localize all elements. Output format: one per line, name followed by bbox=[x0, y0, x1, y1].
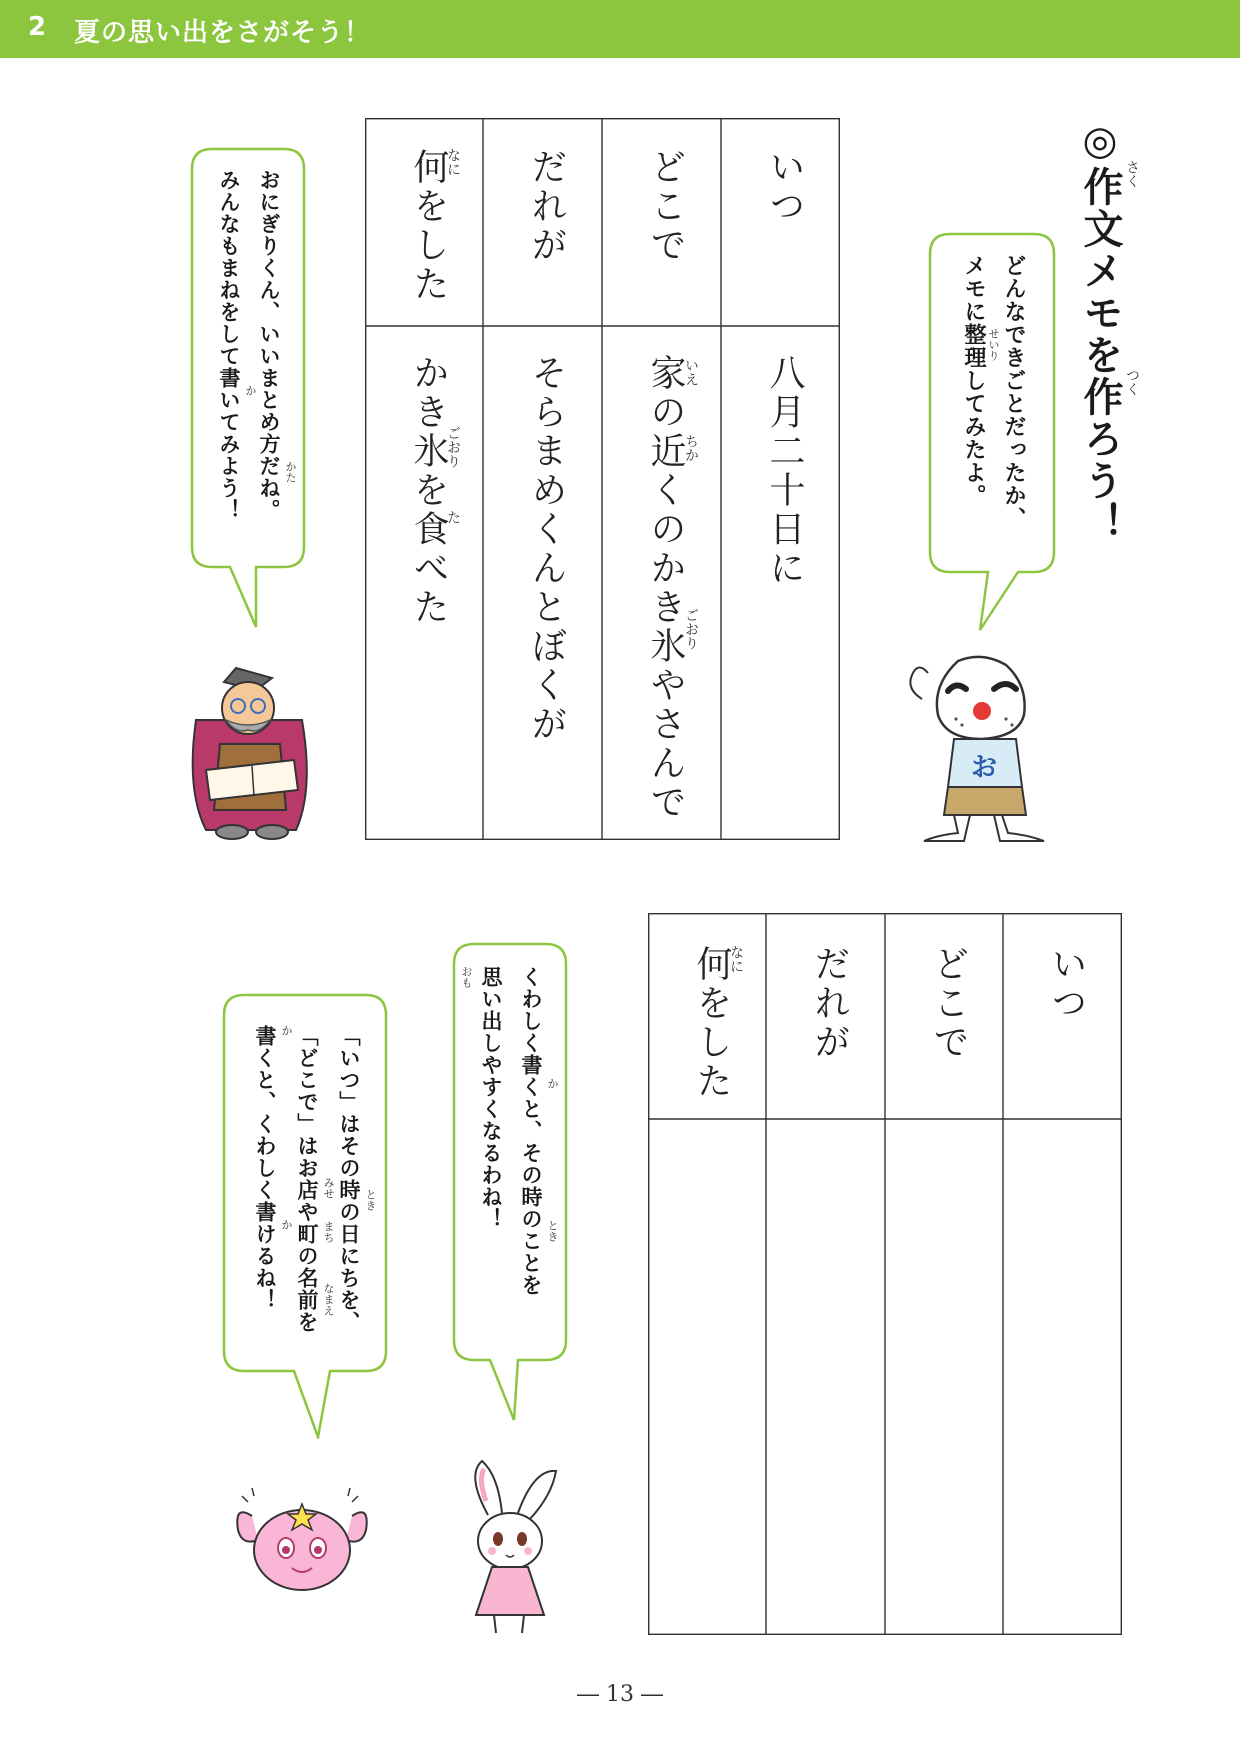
example-value-dokode: 家の近くのかき氷やさんで bbox=[645, 354, 686, 822]
ruby-nani: なに bbox=[445, 148, 461, 176]
example-value-naniwoshita: かき氷を食べた bbox=[408, 354, 449, 627]
onigiri-bubble-line1: どんなできごとだったか、 bbox=[1001, 254, 1026, 530]
speech-bubble-pink bbox=[222, 993, 388, 1439]
ruby-mise: みせ bbox=[322, 1177, 335, 1199]
example-value-darega: そらまめくんとぼくが bbox=[526, 354, 567, 744]
blank-cell-itsu[interactable] bbox=[1004, 1120, 1121, 1634]
rabbit-bubble-line2: 思い出しやすくなるわね！ bbox=[479, 966, 503, 1230]
rabbit-character-illustration bbox=[452, 1455, 570, 1640]
chapter-number: 2 bbox=[28, 12, 47, 42]
example-label-itsu: いつ bbox=[764, 148, 805, 226]
professor-bubble-line1: おにぎりくん、いいまとめ方だね。 bbox=[257, 169, 281, 521]
main-title: ◎作文メモを作ろう！ bbox=[1077, 118, 1123, 544]
ruby-tsuku: つく bbox=[1124, 368, 1140, 396]
example-value-itsu: 八月二十日に bbox=[764, 354, 805, 588]
blank-memo-table bbox=[648, 913, 1122, 1635]
ruby-ka-rabbit: か bbox=[546, 1078, 559, 1089]
ruby-ie: いえ bbox=[683, 358, 699, 386]
ruby-toki-pink: とき bbox=[364, 1189, 377, 1211]
blank-label-dokode: どこで bbox=[928, 945, 969, 1062]
ruby-namae: なまえ bbox=[322, 1283, 335, 1316]
speech-bubble-onigiri bbox=[928, 232, 1056, 632]
speech-bubble-rabbit bbox=[452, 942, 568, 1422]
ruby-chika: ちか bbox=[683, 434, 699, 462]
blank-label-darega: だれが bbox=[809, 945, 850, 1062]
ruby-seiri: せいり bbox=[987, 328, 1000, 361]
speech-bubble-professor bbox=[190, 147, 306, 629]
ruby-omo: おも bbox=[460, 966, 473, 988]
example-label-naniwoshita: 何をした bbox=[408, 148, 449, 304]
blank-cell-dokode[interactable] bbox=[886, 1120, 1002, 1634]
blank-label-naniwoshita: 何をした bbox=[691, 945, 732, 1101]
ruby-ka-pink-1: か bbox=[280, 1025, 293, 1036]
page-number: ― 13 ― bbox=[577, 1682, 663, 1707]
professor-character-illustration bbox=[176, 660, 326, 845]
page-header bbox=[0, 0, 1240, 58]
example-memo-table bbox=[365, 118, 840, 840]
ruby-machi: まち bbox=[322, 1221, 335, 1243]
ruby-nani-blank: なに bbox=[728, 945, 744, 973]
ruby-goori-2: ごおり bbox=[445, 426, 461, 468]
ruby-toki-rabbit: とき bbox=[546, 1220, 559, 1242]
rabbit-bubble-line1: くわしく書くと、その時のことを bbox=[519, 966, 543, 1296]
example-label-dokode: どこで bbox=[645, 148, 686, 265]
ruby-ka-professor: か bbox=[244, 385, 257, 396]
professor-bubble-line2: みんなもまねをして書いてみよう！ bbox=[217, 169, 241, 521]
onigiri-shirt-letter: お bbox=[971, 753, 998, 783]
example-label-darega: だれが bbox=[526, 148, 567, 265]
blank-cell-darega[interactable] bbox=[767, 1120, 884, 1634]
ruby-kata: かた bbox=[284, 461, 297, 483]
blank-cell-naniwoshita[interactable] bbox=[649, 1120, 765, 1634]
ruby-ta: た bbox=[445, 510, 461, 524]
ruby-goori-1: ごおり bbox=[683, 608, 699, 650]
chapter-title: 夏の思い出をさがそう！ bbox=[74, 18, 372, 48]
onigiri-bubble-line2: メモに整理してみたよ。 bbox=[961, 254, 986, 507]
ruby-saku: さく bbox=[1124, 160, 1140, 188]
blank-label-itsu: いつ bbox=[1046, 945, 1087, 1023]
pink-character-illustration bbox=[232, 1482, 372, 1602]
pink-bubble-line2: 「どこで」はお店や町の名前を bbox=[295, 1025, 319, 1333]
onigiri-character-illustration bbox=[898, 655, 1058, 845]
pink-bubble-line1: 「いつ」はその時の日にちを、 bbox=[337, 1025, 361, 1333]
ruby-ka-pink-2: か bbox=[280, 1219, 293, 1230]
pink-bubble-line3: 書くと、くわしく書けるね！ bbox=[253, 1025, 277, 1311]
